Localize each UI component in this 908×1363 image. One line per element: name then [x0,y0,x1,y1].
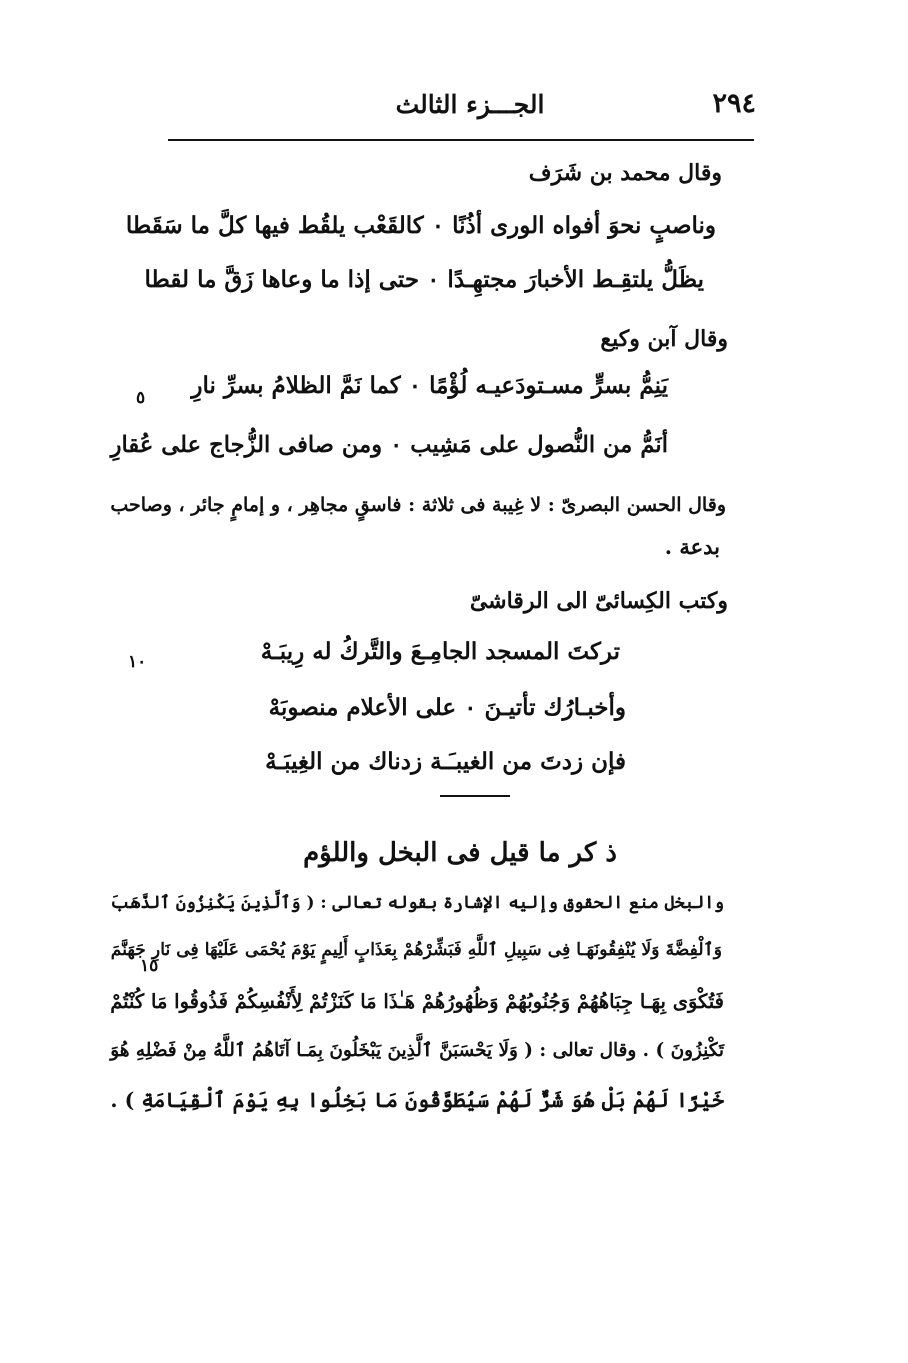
header-rule [168,139,754,141]
verse-line-2: يظَلُّ يلتقِـط الأخبارَ مجتهِـدًا ۰ حتى إذا ما وعاها زَقَّ ما لقطا [144,266,704,293]
verse-line-7: فإن زدتَ من الغيبـَـة زدناك من الغِيبَـهْ [265,748,626,775]
quran-line-4: تَكْنِزُونَ ) . وقال تعالى : ( وَلَا يَحْسَبَنَّ ٱلَّذِينَ يَبْخَلُونَ بِمَـا آتَاهُمُ ٱللَّهُ مِنْ فَضْلِهِ هُوَ [110,1040,724,1061]
margin-number-10: ١٠ [128,652,147,672]
quran-line-3: فَتُكْوَى بِهَـا جِبَاهُهُمْ وَجُنُوبُهُمْ وَظُهُورُهُمْ هَـٰذَا مَا كَنَزْتُمْ لِأَنْفُسِكُمْ فَذُوقُوا مَا كُنْتُمْ [110,990,724,1013]
verse-line-4: أنَمُّ من النُّصول على مَشِيب ۰ ومن صافى الزُّجاج على عُقارِ [110,432,668,458]
verse-line-3: يَنِمُّ بسرٍّ مسـتودَعيـه لُؤْمًا ۰ كما نَمَّ الظلامُ بسرِّ نارِ [191,372,668,399]
verse-line-5: تركتَ المسجد الجامِـعَ والتَّركُ له رِيبَـهْ [260,638,620,665]
intro-ibn-sharaf: وقال محمد بن شَرَف [528,160,722,186]
quran-line-1: والبخل منع الحقوق وإليه الإشارة بقوله تعالى : ( وَٱلَّذِينَ يَكْنِزُونَ ٱلذَّهَبَ [110,892,724,912]
prose-hasan-line-1: وقال الحسن البصرىّ : لا غِيبة فى ثلاثة : فاسقٍ مجاهِر ، و إمامٍ جائر ، وصاحب [110,494,726,516]
intro-kisai: وكتب الكِسائىّ الى الرقاشىّ [469,588,728,614]
margin-number-15: ١٥ [140,956,159,976]
running-header-title: الجـــزء الثالث [395,90,545,119]
intro-ibn-waki: وقال آبن وكيع [600,326,728,352]
margin-number-5: ٥ [136,388,146,408]
quran-line-2: وَٱلْفِضَّةَ وَلَا يُنْفِقُونَهَـا فِى سَبِيلِ ٱللَّهِ فَبَشِّرْهُمْ بِعَذَابٍ أَلِيمٍ يَوْمَ يُحْمَى عَلَيْهَا فِى نَارِ جَهَنَّمَ [110,940,722,960]
page-number: ٢٩٤ [712,88,756,119]
verse-line-1: وناصبٍ نحوَ أفواه الورى أذُنًا ۰ كالقَعْب يلقُط فيها كلَّ ما سَقَطا [125,212,716,239]
section-divider [440,795,510,797]
prose-hasan-line-2: بدعة . [664,534,720,559]
quran-line-5: خَيْرًا لَهُمْ بَلْ هُوَ شَرٌّ لَهُمْ سَيُطَوَّقُونَ مَا بَخِلُوا بِهِ يَوْمَ ٱلْقِيَامَةِ ) . [110,1088,724,1112]
verse-line-6: وأخبـارُك تأتيـنَ ۰ على الأعلام منصوبَهْ [268,694,626,721]
section-title: ذ كر ما قيل فى البخل واللؤم [303,838,617,868]
